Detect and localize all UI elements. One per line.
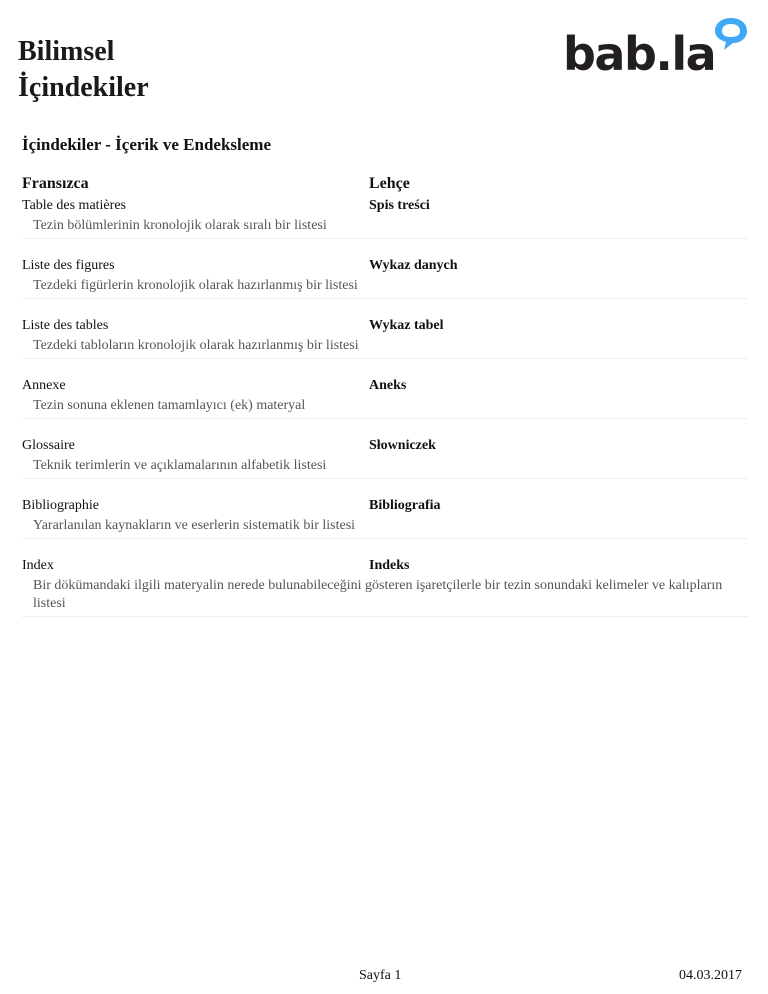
page-title-line2: İçindekiler: [18, 72, 149, 103]
babla-logo[interactable]: [563, 14, 753, 80]
definition: Yararlanılan kaynakların ve eserlerin sistematik bir listesi: [33, 518, 356, 533]
list-item: [22, 197, 748, 239]
list-item: [22, 257, 748, 299]
definition: Tezdeki tabloların kronolojik olarak hazırlanmış bir listesi: [33, 338, 359, 353]
list-item: [22, 437, 748, 479]
polish-term: Wykaz danych: [369, 258, 458, 273]
list-item: [22, 497, 748, 539]
french-term: Index: [22, 558, 54, 573]
list-item: [22, 377, 748, 419]
section-title: İçindekiler - İçerik ve Endeksleme: [22, 135, 271, 154]
french-term: Table des matières: [22, 198, 126, 213]
definition: Bir dökümandaki ilgili materyalin nerede bulunabileceğini gösteren işaretçilerle bir tezin sonundaki kelimeler ve kalıpların listesi: [33, 578, 723, 611]
page-title: [18, 34, 149, 106]
page-title-line1: Bilimsel: [18, 36, 115, 67]
definition: Tezdeki figürlerin kronolojik olarak hazırlanmış bir listesi: [33, 278, 358, 293]
list-item: [22, 557, 748, 617]
polish-term: Bibliografia: [369, 498, 441, 513]
french-term: Bibliographie: [22, 498, 99, 513]
french-term: Liste des figures: [22, 258, 115, 273]
french-term: Annexe: [22, 378, 66, 393]
polish-term: Słowniczek: [369, 438, 436, 453]
definition: Tezin sonuna eklenen tamamlayıcı (ek) materyal: [33, 398, 306, 413]
definition: Teknik terimlerin ve açıklamalarının alfabetik listesi: [33, 458, 327, 473]
column-header-polish: Lehçe: [369, 175, 410, 192]
entry-list: [22, 197, 748, 635]
list-item: [22, 317, 748, 359]
polish-term: Spis treści: [369, 198, 430, 213]
polish-term: Indeks: [369, 558, 410, 573]
french-term: Liste des tables: [22, 318, 109, 333]
french-term: Glossaire: [22, 438, 75, 453]
polish-term: Wykaz tabel: [369, 318, 444, 333]
page-number: Sayfa 1: [359, 968, 402, 983]
logo-text: bab.la: [563, 27, 716, 81]
definition: Tezin bölümlerinin kronolojik olarak sıralı bir listesi: [33, 218, 327, 233]
column-header-french: Fransızca: [22, 175, 89, 192]
footer-date: 04.03.2017: [679, 968, 742, 983]
speech-bubble-icon: [711, 14, 751, 54]
polish-term: Aneks: [369, 378, 407, 393]
